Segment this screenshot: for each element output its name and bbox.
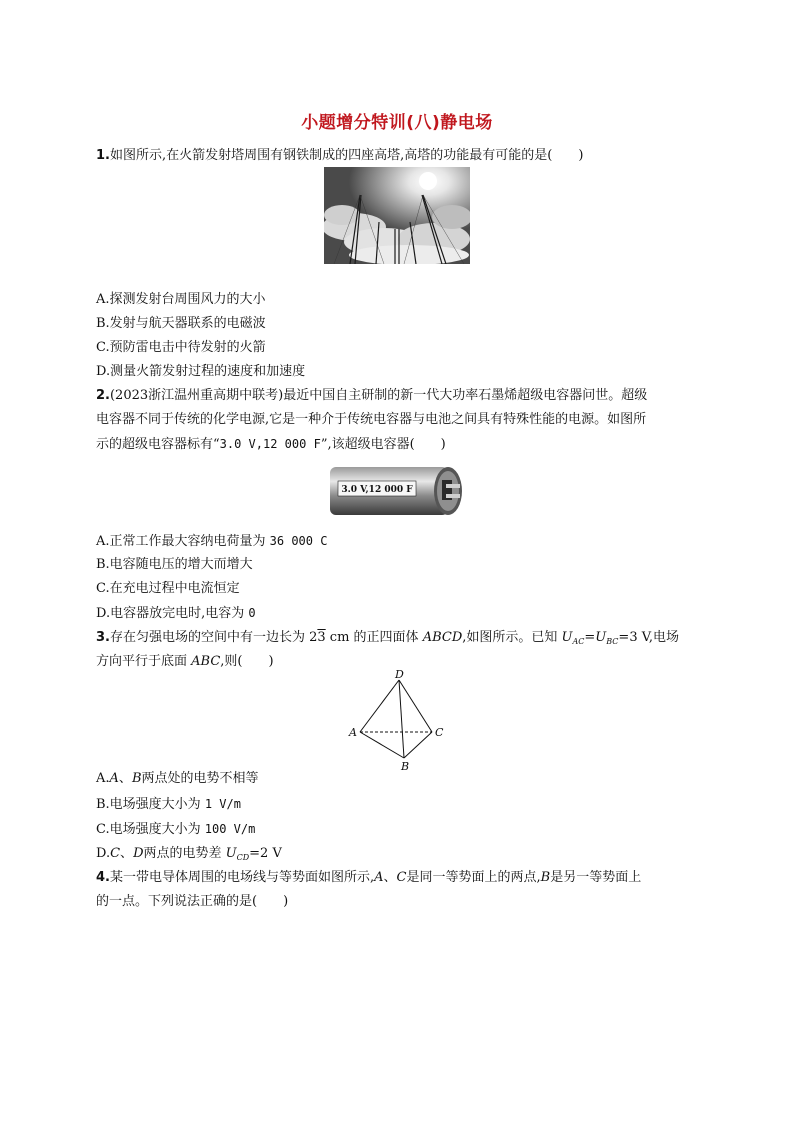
capacitor-label: 3.0 V,12 000 F <box>341 485 413 495</box>
q3-opt-c-text: C.电场强度大小为 <box>96 822 205 837</box>
question-3-number: 3. <box>96 630 110 645</box>
q2-opt-a-text: A.正常工作最大容纳电荷量为 <box>96 534 270 549</box>
capacitor-rating: 3.0 V,12 000 F <box>219 437 321 451</box>
question-2-stem-line-2: 电容器不同于传统的化学电源,它是一种介于传统电容器与电池之间具有特殊性能的电源。如图所 <box>96 412 647 427</box>
vertex-label-d: D <box>395 668 404 681</box>
q3-opt-a-prefix: A. <box>96 771 110 786</box>
question-4-stem-line-2: 的一点。下列说法正确的是( ) <box>96 894 289 909</box>
q3-opt-d-value: =2 V <box>249 846 282 861</box>
page-title: 小题增分特训(八)静电场 <box>301 113 493 133</box>
q3-text-f: ,则( ) <box>220 654 274 669</box>
rocket-launch-towers-photo <box>324 167 470 264</box>
vertex-label-a: A <box>349 726 357 739</box>
q3-opt-d-c: C <box>110 846 121 861</box>
edge-ab <box>360 732 404 758</box>
q3-opt-d-sep: 、 <box>120 846 134 861</box>
q4-c: C <box>396 870 407 885</box>
q3-opt-d-prefix: D. <box>96 846 111 861</box>
question-3-option-d <box>96 845 282 867</box>
question-1-option-b: B.发射与航天器联系的电磁波 <box>96 316 266 331</box>
q3-text-a: 存在匀强电场的空间中有一边长为 2 <box>109 630 318 645</box>
question-4-number: 4. <box>96 870 110 885</box>
q3-sub-ac: AC <box>572 637 585 646</box>
question-2-number: 2. <box>96 388 110 403</box>
question-1-option-a: A.探测发射台周围风力的大小 <box>96 292 266 307</box>
q3-abc: ABC <box>191 654 221 669</box>
q4-sep: 、 <box>383 870 397 885</box>
q3-sqrt: 3 <box>317 630 326 645</box>
question-2-text-3b: ”,该超级电容器( ) <box>320 437 446 452</box>
q2-opt-a-value: 36 000 C <box>269 534 328 548</box>
q3-u1: U <box>561 630 573 645</box>
question-2-option-b: B.电容随电压的增大而增大 <box>96 557 253 572</box>
q4-text-a: 某一带电导体周围的电场线与等势面如图所示, <box>109 870 375 885</box>
q3-opt-a-a: A <box>109 771 119 786</box>
q3-opt-d-d: D <box>133 846 144 861</box>
question-1-option-c: C.预防雷电击中待发射的火箭 <box>96 340 266 355</box>
q3-opt-d-sub: CD <box>236 853 250 862</box>
question-3-option-b <box>96 795 241 814</box>
q2-opt-d-text: D.电容器放完电时,电容为 <box>96 606 249 621</box>
question-1-stem <box>96 147 583 165</box>
edge-dc <box>399 680 432 732</box>
vertex-label-b: B <box>401 760 410 773</box>
question-2-stem-line-1 <box>96 387 647 405</box>
edge-cb <box>404 732 432 758</box>
q3-opt-d-u: U <box>225 846 237 861</box>
q3-u2: U <box>595 630 607 645</box>
question-1-number: 1. <box>96 148 110 163</box>
question-3-option-a <box>96 770 259 788</box>
question-2-option-c: C.在充电过程中电流恒定 <box>96 581 240 596</box>
q3-opt-a-text: 两点处的电势不相等 <box>141 771 259 786</box>
edge-db <box>399 680 404 758</box>
q2-opt-d-value: 0 <box>248 606 256 620</box>
question-4-stem-line-1 <box>96 869 641 887</box>
supercapacitor-photo <box>328 462 468 520</box>
q3-text-e: 方向平行于底面 <box>96 654 192 669</box>
question-2-text-3a: 示的超级电容器标有“ <box>96 437 220 452</box>
question-1-text: 如图所示,在火箭发射塔周围有钢铁制成的四座高塔,高塔的功能最有可能的是( ) <box>109 148 584 163</box>
q3-text-d: =3 V,电场 <box>618 630 679 645</box>
q4-text-b: 是同一等势面上的两点, <box>406 870 541 885</box>
q3-opt-a-sep: 、 <box>118 771 132 786</box>
q3-opt-c-value: 100 V/m <box>204 822 256 836</box>
question-3-stem-line-2 <box>96 653 274 671</box>
question-1-option-d: D.测量火箭发射过程的速度和加速度 <box>96 364 306 379</box>
vertex-label-c: C <box>435 726 444 739</box>
question-3-option-c <box>96 820 255 839</box>
question-2-option-d <box>96 604 256 623</box>
q4-b: B <box>540 870 551 885</box>
tetrahedron-diagram <box>344 668 448 774</box>
question-3-stem-line-1 <box>96 629 679 651</box>
q3-sub-bc: BC <box>606 637 619 646</box>
q4-a: A <box>374 870 384 885</box>
question-2-text-1: (2023浙江温州重高期中联考)最近中国自主研制的新一代大功率石墨烯超级电容器问世。超级 <box>109 388 648 403</box>
q3-opt-a-b: B <box>131 771 142 786</box>
q3-eq: = <box>584 630 596 645</box>
q3-text-b: cm 的正四面体 <box>325 630 423 645</box>
question-2-stem-line-3 <box>96 435 446 454</box>
q3-opt-d-text: 两点的电势差 <box>143 846 226 861</box>
q3-abcd: ABCD <box>422 630 463 645</box>
q3-opt-b-value: 1 V/m <box>204 797 241 811</box>
q4-text-c: 是另一等势面上 <box>550 870 642 885</box>
edge-da <box>360 680 399 732</box>
question-2-option-a <box>96 532 327 551</box>
q3-text-c: ,如图所示。已知 <box>462 630 562 645</box>
q3-opt-b-text: B.电场强度大小为 <box>96 797 205 812</box>
